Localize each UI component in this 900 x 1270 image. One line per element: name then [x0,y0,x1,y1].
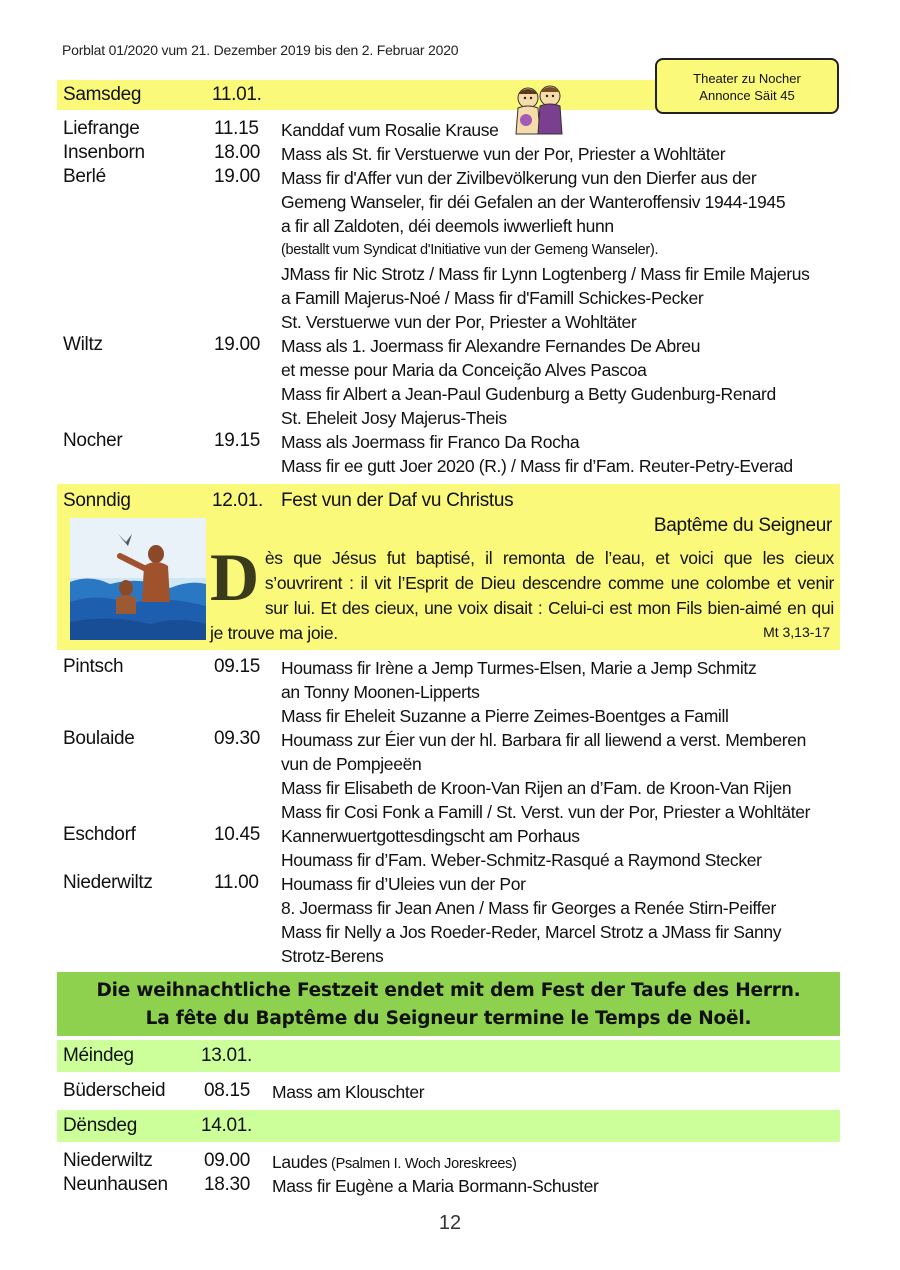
place-name: Wiltz [63,334,103,355]
service-continuation: 8. Joermass fir Jean Anen / Mass fir Georges a Renée Stirn-Peiffer [281,898,777,918]
service-type: Houmass [281,730,353,750]
place-name: Eschdorf [63,824,136,845]
schedule-row [0,1174,900,1198]
service-type: Mass [272,1082,313,1102]
service-detail: als Joermass fir Franco Da Rocha [321,432,580,452]
service-continuation: St. Eheleit Josy Majerus-Theis [281,408,507,428]
service-continuation: Mass fir Elisabeth de Kroon-Van Rijen an d’Fam. de Kroon-Van Rijen [281,778,792,798]
service-type: Mass [281,144,322,164]
place-name: Büderscheid [63,1080,166,1101]
service-continuation: St. Verstuerwe vun der Por, Priester a Wohltäter [281,312,637,332]
place-name: Pintsch [63,656,124,677]
feast-title: Fest vun der Daf vu Christus [281,490,514,511]
quote-dropcap: D [210,539,259,615]
day-date: 12.01. [212,490,264,511]
service-type: Houmass [281,658,353,678]
page-number: 12 [438,1212,462,1234]
service-text [281,730,806,751]
quote-text: ès que Jésus fut baptisé, il remonta de l’eau, et voici que les cieux s’ouvrirent : il vit l’Esprit de Dieu descendre comme une colombe et venir sur lui. Et des cieux, une voix disait : Celui-ci est mon Fils bien-aimé en qui je trouve ma joie. [210,548,834,643]
day-band-densdeg [57,1110,840,1142]
schedule-row [0,1150,900,1174]
place-name: Nocher [63,430,123,451]
service-text [272,1152,517,1173]
place-name: Niederwiltz [63,872,153,893]
banner-line-fr: La fête du Baptême du Seigneur termine le Temps de Noël. [145,1008,752,1029]
baptism-painting [70,518,206,640]
service-continuation: a fir all Zaldoten, déi deemols iwwerlieft hunn [281,216,614,236]
day-band-meindeg [57,1040,840,1072]
service-type: Houmass [281,850,353,870]
service-text [272,1176,598,1197]
service-detail: fir Eugène a Maria Bormann-Schuster [312,1176,599,1196]
theater-line-1: Theater zu Nocher [693,71,801,86]
service-type: Mass [281,168,322,188]
day-label: Méindeg [63,1045,134,1066]
service-type: Mass [281,432,322,452]
service-detail: vum Rosalie Krause [343,120,499,140]
service-continuation: an Tonny Moonen-Lipperts [281,682,480,702]
service-type: Mass [272,1176,313,1196]
service-continuation: Mass fir Eheleit Suzanne a Pierre Zeimes-Boentges a Famill [281,706,729,726]
service-text [281,336,700,357]
service-detail: als St. fir Verstuerwe vun der Por, Priester a Wohltäter [321,144,726,164]
service-time: 19.15 [214,430,261,451]
service-continuation: JMass fir Nic Strotz / Mass fir Lynn Logtenberg / Mass fir Emile Majerus [281,264,810,284]
service-time: 09.15 [214,656,261,677]
service-detail: fir d’Fam. Weber-Schmitz-Rasqué a Raymond Stecker [352,850,762,870]
service-detail: als 1. Joermass fir Alexandre Fernandes De Abreu [321,336,701,356]
schedule-row [0,1080,900,1104]
service-detail: (Psalmen I. Woch Joreskrees) [327,1156,517,1172]
place-name: Liefrange [63,118,140,139]
service-text [281,432,579,453]
service-continuation: vun de Pompjeeën [281,754,422,774]
service-detail: fir Irène a Jemp Turmes-Elsen, Marie a Jemp Schmitz [352,658,757,678]
service-note: (bestallt vum Syndicat d'Initiative vun der Gemeng Wanseler). [281,242,659,258]
day-date: 11.01. [212,84,262,105]
service-text [272,1082,424,1103]
service-time: 18.30 [204,1174,251,1195]
service-continuation: Mass fir Nelly a Jos Roeder-Reder, Marcel Strotz a JMass fir Sanny [281,922,782,942]
gospel-quote [210,539,834,646]
day-label: Samsdeg [63,84,142,105]
day-label: Sonndig [63,490,131,511]
theater-notice [655,58,839,114]
service-type: Kannerwuertgottesdingscht am Porhaus [281,826,580,846]
service-type: Kanddaf [281,120,344,140]
place-name: Niederwiltz [63,1150,153,1171]
place-name: Neunhausen [63,1174,168,1195]
service-continuation: et messe pour Maria da Conceição Alves Pascoa [281,360,647,380]
service-time: 09.30 [214,728,261,749]
day-date: 13.01. [201,1045,253,1066]
theater-line-2: Annonce Säit 45 [699,88,795,103]
service-detail: zur Éier vun der hl. Barbara fir all liewend a verst. Memberen [352,730,807,750]
quote-reference: Mt 3,13-17 [763,624,830,640]
service-detail: fir d’Uleies vun der Por [352,874,526,894]
service-time: 11.15 [214,118,259,139]
page-header: Porblat 01/2020 vum 21. Dezember 2019 bis den 2. Februar 2020 [62,42,459,58]
service-time: 11.00 [214,872,259,893]
service-type: Laudes [272,1152,328,1172]
day-band-samsdeg [57,80,657,110]
service-time: 18.00 [214,142,261,163]
day-label: Dënsdeg [63,1115,137,1136]
service-continuation: Mass fir Albert a Jean-Paul Gudenburg a Betty Gudenburg-Renard [281,384,776,404]
place-name: Boulaide [63,728,135,749]
place-name: Berlé [63,166,106,187]
service-type: Mass [281,336,322,356]
banner-line-de: Die weihnachtliche Festzeit endet mit dem Fest der Taufe des Herrn. [96,980,801,1001]
day-date: 14.01. [201,1115,253,1136]
christmas-season-banner [57,972,840,1036]
service-continuation [281,850,762,871]
service-detail: am Klouschter [312,1082,425,1102]
service-time: 19.00 [214,166,261,187]
service-time: 10.45 [214,824,261,845]
service-continuation: a Famill Majerus-Noé / Mass fir d'Famill Schickes-Pecker [281,288,704,308]
service-type: Houmass [281,874,353,894]
service-time: 09.00 [204,1150,251,1171]
service-text [281,168,756,189]
service-continuation: Gemeng Wanseler, fir déi Gefalen an der Wanteroffensiv 1944-1945 [281,192,786,212]
service-text [281,874,526,895]
feast-title-fr: Baptême du Seigneur [653,515,832,536]
theater-mascot-illustration [512,84,564,140]
service-time: 19.00 [214,334,261,355]
service-time: 08.15 [204,1080,251,1101]
service-continuation: Strotz-Berens [281,946,384,966]
service-continuation: Mass fir Cosi Fonk a Famill / St. Verst. vun der Por, Priester a Wohltäter [281,802,811,822]
place-name: Insenborn [63,142,145,163]
service-text [281,144,725,165]
service-detail: fir d'Affer vun der Zivilbevölkerung vun den Dierfer aus der [321,168,757,188]
service-text [281,658,756,679]
service-continuation: Mass fir ee gutt Joer 2020 (R.) / Mass fir d’Fam. Reuter-Petry-Everad [281,456,793,476]
service-text [281,826,580,847]
service-text [281,120,499,141]
